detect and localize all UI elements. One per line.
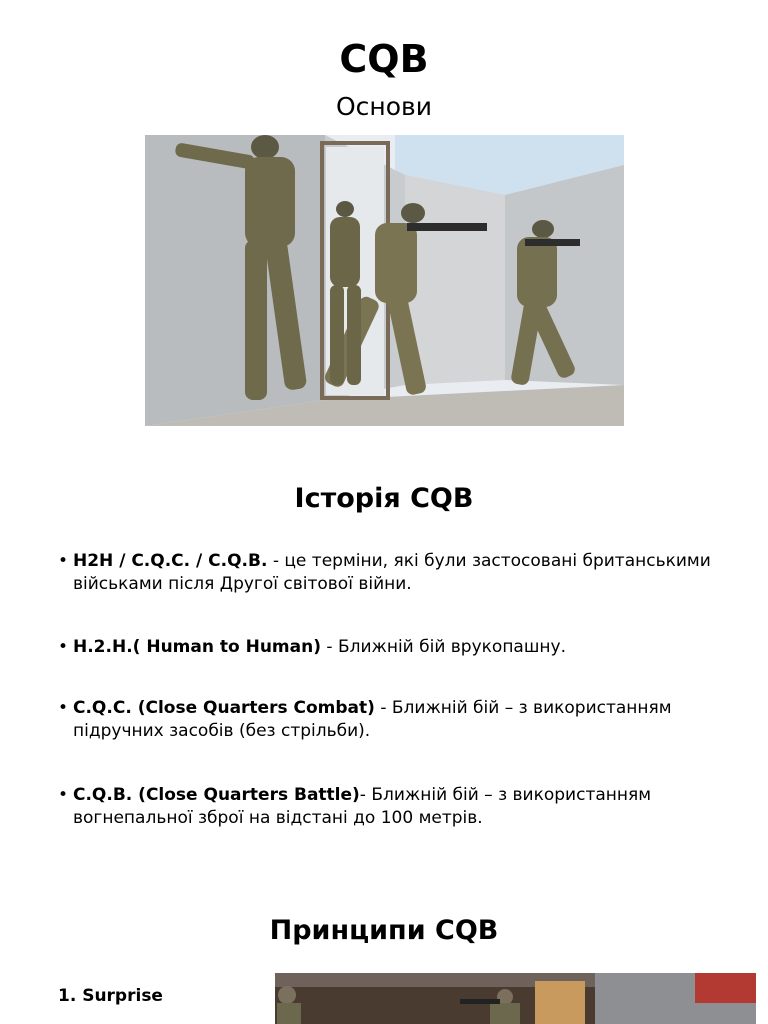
definition: - це терміни, які були застосовані британськими військами після Другої світової війни. — [73, 551, 711, 594]
list-item — [58, 784, 738, 830]
room-clearing-photo — [275, 973, 756, 1024]
definition: - Ближній бій – з використанням вогнепальної зброї на відстані до 100 метрів. — [73, 785, 652, 828]
bullet-icon: • — [58, 698, 69, 718]
bullet-icon: • — [58, 637, 69, 657]
list-item — [58, 550, 738, 596]
history-title: Історія CQB — [294, 483, 474, 514]
principle-item: 1. Surprise — [58, 986, 163, 1006]
term: C.Q.B. (Close Quarters Battle) — [73, 785, 360, 805]
term: H2H / C.Q.C. / C.Q.B. — [73, 551, 268, 571]
definition: - Ближній бій врукопашну. — [321, 637, 566, 657]
principles-title: Принципи CQB — [269, 915, 499, 946]
term: H.2.H.( Human to Human) — [73, 637, 321, 657]
soldiers-clearing-room-photo — [145, 135, 624, 426]
term: C.Q.C. (Close Quarters Combat) — [73, 698, 375, 718]
definition: - Ближній бій – з використанням підручних засобів (без стрільби). — [73, 698, 672, 741]
list-item — [58, 697, 738, 743]
slide-subtitle: Основи — [335, 92, 433, 121]
slide-title: CQB — [339, 37, 429, 81]
bullet-icon: • — [58, 785, 69, 805]
bullet-icon: • — [58, 551, 69, 571]
list-item — [58, 636, 738, 659]
